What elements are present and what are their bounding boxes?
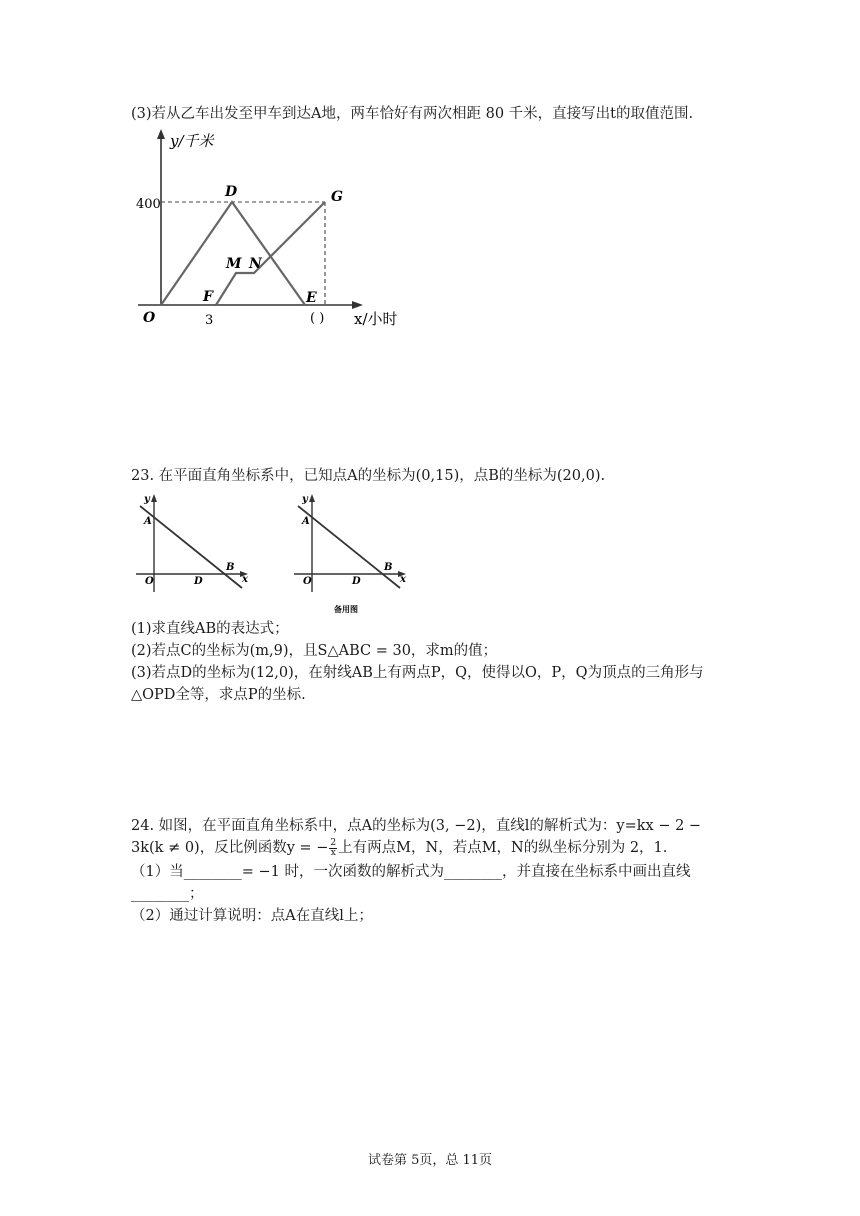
page-footer: 试卷第 5页，总 11页 [367,1153,493,1168]
q24-line2-after: 上有两点M，N，若点M，N的纵坐标分别为 2，1. [338,840,668,856]
y-axis-arrow [151,494,157,502]
q23-part2: (2)若点C的坐标为(m,9)，且S△ABC = 30，求m的值； [131,643,498,659]
label-f: F [203,289,213,305]
x-axis-label: x/小时 [354,310,398,328]
q24-line5: （2）通过计算说明：点A在直线l上； [131,908,373,924]
y-axis-label: y/千米 [170,132,214,150]
y-tick-400: 400 [136,197,161,212]
y-axis-arrow [309,494,315,502]
q24-line1: 24. 如图，在平面直角坐标系中，点A的坐标为(3, −2)，直线l的解析式为：y=kx − 2 − [131,818,702,834]
label-e: E [306,290,317,306]
label-o: O [303,576,312,587]
label-m: M [226,256,242,272]
label-d: D [194,576,203,587]
label-y: y [144,494,150,505]
label-g: G [331,189,343,205]
q24-line3: （1）当________= −1 时，一次函数的解析式为________，并直接在坐标系中画出直线 [131,864,691,880]
q23-stem: 23. 在平面直角坐标系中，已知点A的坐标为(0,15)，点B的坐标为(20,0). [131,468,606,484]
q23-part3-line1: (3)若点D的坐标为(12,0)，在射线AB上有两点P，Q，使得以O，P，Q为顶点的三角形与 [131,665,704,681]
label-a: A [144,516,152,527]
label-d: D [352,576,361,587]
label-x: x [400,574,406,585]
label-x: x [242,574,248,585]
q22-distance-time-graph [128,125,408,335]
label-a: A [302,516,310,527]
q24-line2-before: 3k(k ≠ 0)，反比例函数y = − [131,840,329,856]
q23-part1: (1)求直线AB的表达式； [131,621,289,637]
label-d: D [225,184,238,200]
x-tick-3: 3 [205,313,214,328]
q23-backup-figure [290,492,415,618]
backup-caption: 备用图 [334,604,358,614]
fraction-denominator: x [330,847,336,858]
q23-figure [132,492,257,602]
q22-part3: (3)若从乙车出发至甲车到达A地，两车恰好有两次相距 80 千米，直接写出t的取值范围. [131,106,694,122]
label-b: B [384,562,393,573]
y-axis-arrow [157,129,165,139]
line-ab [140,506,242,588]
label-o: O [145,576,154,587]
x-blank: ( ) [310,311,325,326]
q24-line4: ________； [131,886,204,902]
label-y: y [302,494,308,505]
label-b: B [226,562,235,573]
fraction-2-over-x [329,839,337,858]
line-odE [161,202,305,305]
x-axis-arrow [352,301,363,309]
label-n: N [249,256,262,272]
q23-part3-line2: △OPD全等，求点P的坐标. [131,687,306,703]
line-ab [298,506,400,588]
q24-line2 [131,838,667,858]
fraction-numerator: 2 [330,837,337,848]
origin-label: O [143,310,156,326]
